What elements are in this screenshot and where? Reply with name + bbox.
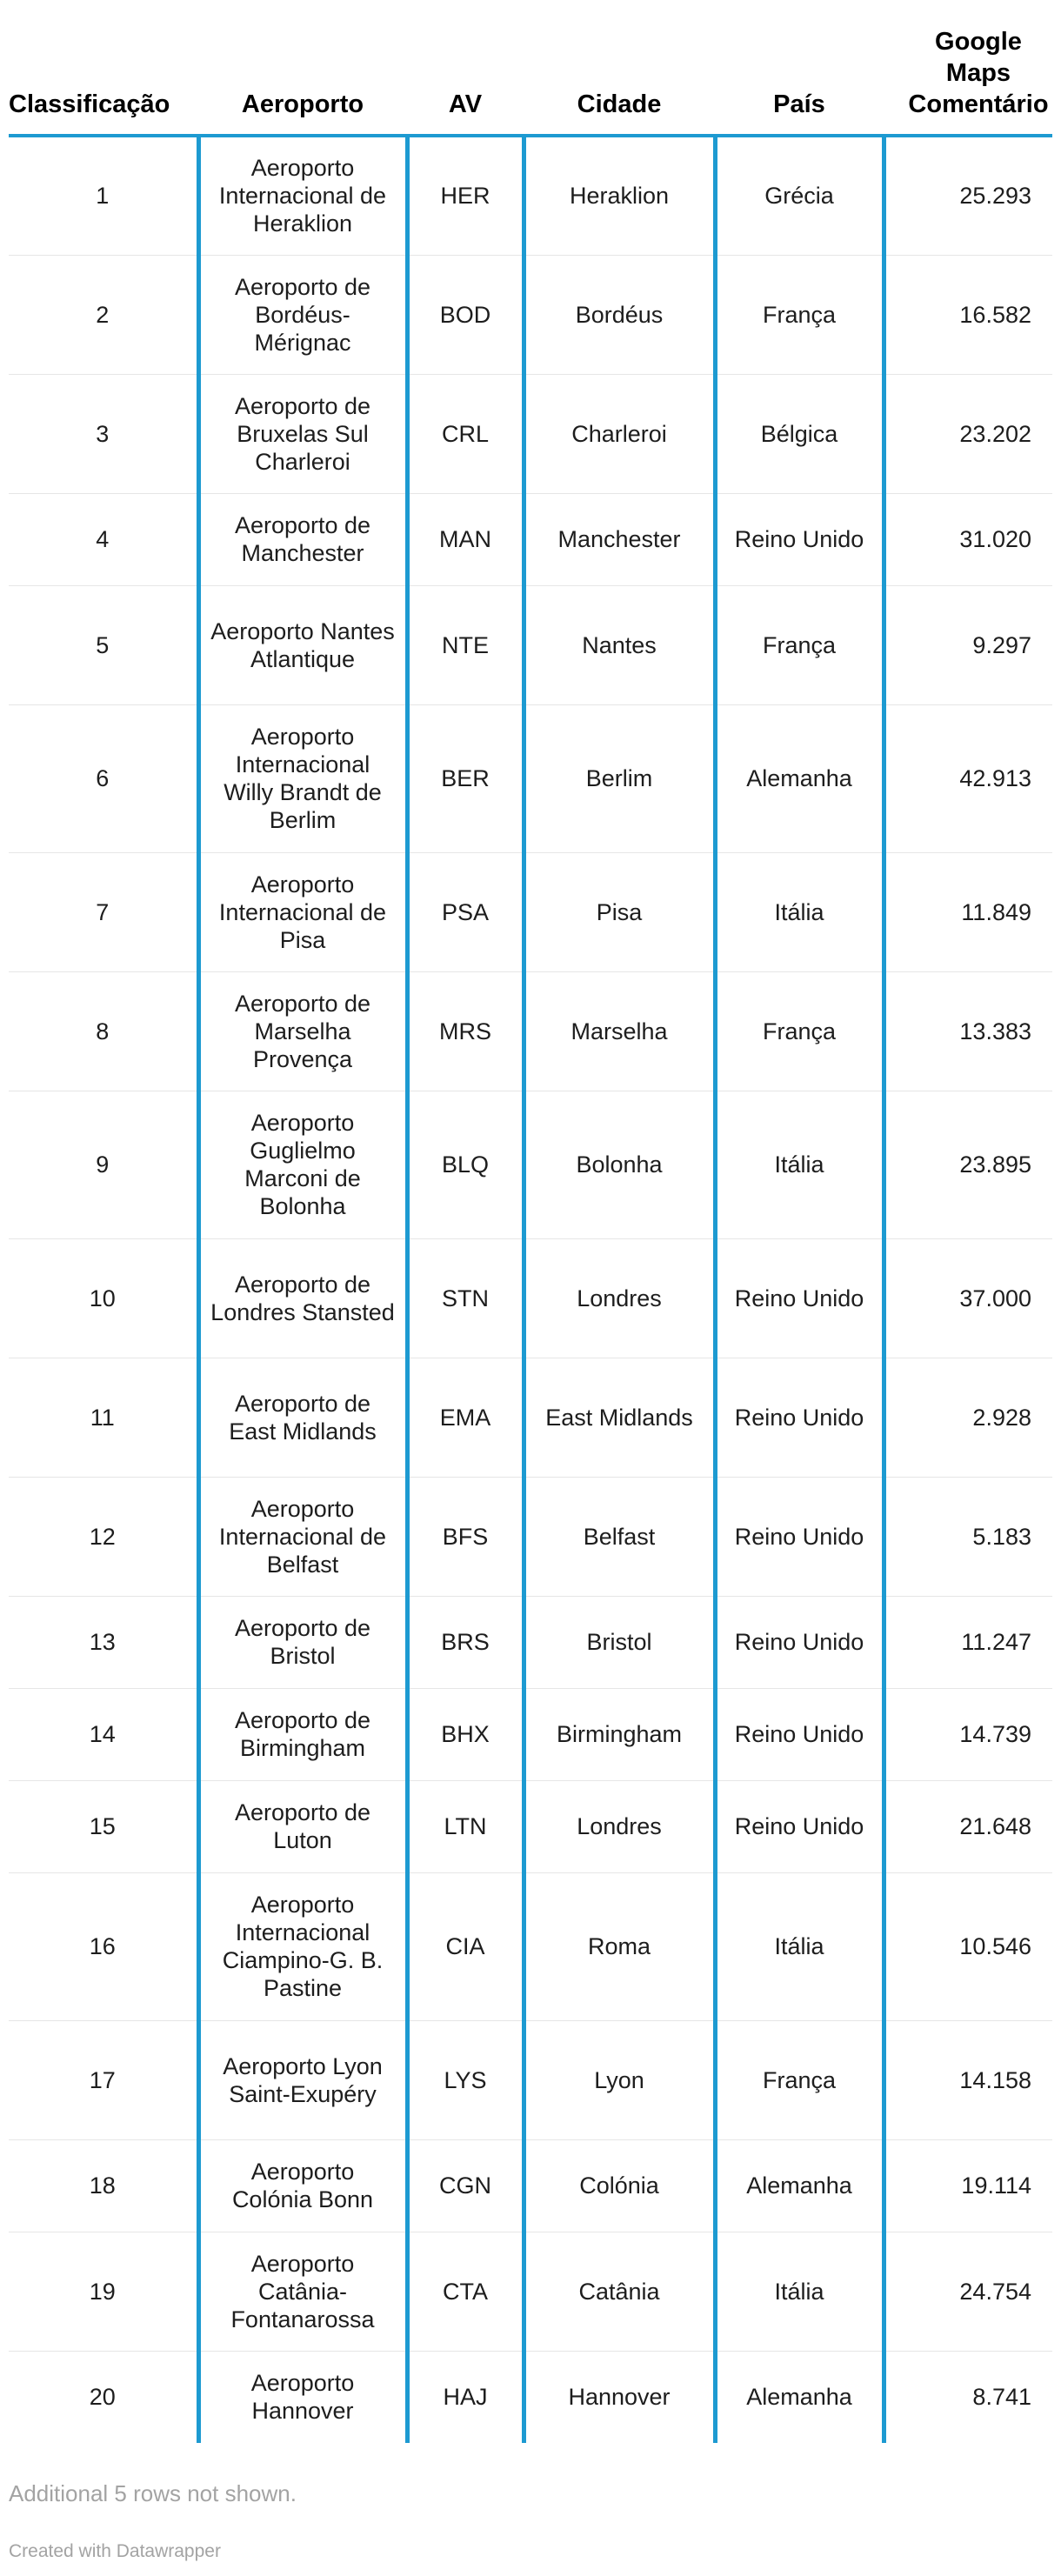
header-reviews: Google Maps Comentário xyxy=(884,26,1052,136)
cell-city: Pisa xyxy=(524,852,715,971)
cell-reviews: 16.582 xyxy=(884,255,1052,374)
cell-airport: Aeroporto Internacional de Pisa xyxy=(198,852,407,971)
cell-reviews: 24.754 xyxy=(884,2232,1052,2351)
cell-airport: Aeroporto de Londres Stansted xyxy=(198,1238,407,1358)
cell-city: Bordéus xyxy=(524,255,715,374)
header-rank: Classificação xyxy=(9,26,198,136)
cell-rank: 5 xyxy=(9,585,198,704)
cell-rank: 13 xyxy=(9,1596,198,1688)
cell-reviews: 11.849 xyxy=(884,852,1052,971)
table-row xyxy=(9,136,1052,255)
table-row xyxy=(9,1780,1052,1872)
cell-code: HER xyxy=(407,136,524,255)
cell-rank: 8 xyxy=(9,971,198,1091)
cell-reviews: 13.383 xyxy=(884,971,1052,1091)
cell-reviews: 42.913 xyxy=(884,704,1052,852)
cell-code: STN xyxy=(407,1238,524,1358)
table-row xyxy=(9,585,1052,704)
cell-country: Reino Unido xyxy=(715,1358,884,1477)
cell-country: Itália xyxy=(715,2232,884,2351)
cell-country: Alemanha xyxy=(715,2351,884,2443)
table-row xyxy=(9,1358,1052,1477)
cell-rank: 10 xyxy=(9,1238,198,1358)
cell-country: Alemanha xyxy=(715,2139,884,2232)
cell-reviews: 37.000 xyxy=(884,1238,1052,1358)
cell-airport: Aeroporto Internacional de Heraklion xyxy=(198,136,407,255)
header-country: País xyxy=(715,26,884,136)
cell-rank: 18 xyxy=(9,2139,198,2232)
table-row xyxy=(9,971,1052,1091)
cell-city: East Midlands xyxy=(524,1358,715,1477)
cell-airport: Aeroporto de Manchester xyxy=(198,493,407,585)
cell-code: PSA xyxy=(407,852,524,971)
cell-airport: Aeroporto de Luton xyxy=(198,1780,407,1872)
cell-airport: Aeroporto Colónia Bonn xyxy=(198,2139,407,2232)
header-city: Cidade xyxy=(524,26,715,136)
cell-code: NTE xyxy=(407,585,524,704)
cell-rank: 3 xyxy=(9,374,198,493)
cell-airport: Aeroporto Hannover xyxy=(198,2351,407,2443)
cell-city: Bolonha xyxy=(524,1091,715,1238)
table-row xyxy=(9,374,1052,493)
table-row xyxy=(9,2020,1052,2139)
table-row xyxy=(9,852,1052,971)
cell-code: LYS xyxy=(407,2020,524,2139)
cell-code: CRL xyxy=(407,374,524,493)
cell-airport: Aeroporto de Bristol xyxy=(198,1596,407,1688)
cell-airport: Aeroporto Internacional Ciampino-G. B. Pastine xyxy=(198,1872,407,2020)
table-row xyxy=(9,704,1052,852)
table-row xyxy=(9,1238,1052,1358)
cell-airport: Aeroporto de Bordéus-Mérignac xyxy=(198,255,407,374)
cell-code: BFS xyxy=(407,1477,524,1596)
cell-airport: Aeroporto Internacional de Belfast xyxy=(198,1477,407,1596)
table-row xyxy=(9,1872,1052,2020)
cell-code: BHX xyxy=(407,1688,524,1780)
cell-country: França xyxy=(715,2020,884,2139)
cell-rank: 15 xyxy=(9,1780,198,1872)
cell-airport: Aeroporto Nantes Atlantique xyxy=(198,585,407,704)
cell-code: EMA xyxy=(407,1358,524,1477)
cell-airport: Aeroporto Catânia-Fontanarossa xyxy=(198,2232,407,2351)
header-airport: Aeroporto xyxy=(198,26,407,136)
cell-city: Heraklion xyxy=(524,136,715,255)
cell-reviews: 10.546 xyxy=(884,1872,1052,2020)
airport-table-container xyxy=(9,26,1052,2443)
cell-country: Reino Unido xyxy=(715,1477,884,1596)
cell-city: Birmingham xyxy=(524,1688,715,1780)
cell-code: CTA xyxy=(407,2232,524,2351)
cell-code: BRS xyxy=(407,1596,524,1688)
cell-country: França xyxy=(715,971,884,1091)
cell-reviews: 14.158 xyxy=(884,2020,1052,2139)
table-row xyxy=(9,1091,1052,1238)
cell-city: Marselha xyxy=(524,971,715,1091)
cell-airport: Aeroporto Lyon Saint-Exupéry xyxy=(198,2020,407,2139)
table-footer-note: Additional 5 rows not shown. xyxy=(9,2480,297,2506)
cell-rank: 6 xyxy=(9,704,198,852)
cell-code: BER xyxy=(407,704,524,852)
cell-code: HAJ xyxy=(407,2351,524,2443)
cell-rank: 16 xyxy=(9,1872,198,2020)
table-header-row xyxy=(9,26,1052,136)
datawrapper-credit: Created with Datawrapper xyxy=(9,2541,221,2561)
cell-rank: 9 xyxy=(9,1091,198,1238)
cell-country: Itália xyxy=(715,1872,884,2020)
cell-country: Bélgica xyxy=(715,374,884,493)
cell-country: Reino Unido xyxy=(715,493,884,585)
table-row xyxy=(9,2139,1052,2232)
cell-rank: 12 xyxy=(9,1477,198,1596)
table-row xyxy=(9,1596,1052,1688)
cell-reviews: 31.020 xyxy=(884,493,1052,585)
cell-airport: Aeroporto de Marselha Provença xyxy=(198,971,407,1091)
cell-reviews: 14.739 xyxy=(884,1688,1052,1780)
cell-city: Roma xyxy=(524,1872,715,2020)
cell-rank: 20 xyxy=(89,2384,116,2411)
cell-country: Itália xyxy=(715,852,884,971)
table-row xyxy=(9,255,1052,374)
cell-rank: 11 xyxy=(9,1358,198,1477)
cell-rank: 7 xyxy=(9,852,198,971)
cell-city: Manchester xyxy=(524,493,715,585)
cell-reviews: 23.202 xyxy=(884,374,1052,493)
cell-city: Nantes xyxy=(524,585,715,704)
cell-airport: Aeroporto de Bruxelas Sul Charleroi xyxy=(198,374,407,493)
cell-rank: 1 xyxy=(9,136,198,255)
cell-rank: 4 xyxy=(9,493,198,585)
cell-city: Charleroi xyxy=(524,374,715,493)
cell-code: CIA xyxy=(407,1872,524,2020)
cell-reviews: 19.114 xyxy=(884,2139,1052,2232)
cell-airport: Aeroporto de East Midlands xyxy=(198,1358,407,1477)
table-row xyxy=(9,2351,1052,2443)
cell-country: Grécia xyxy=(715,136,884,255)
cell-country: Reino Unido xyxy=(715,1780,884,1872)
cell-reviews: 9.297 xyxy=(884,585,1052,704)
airport-ranking-table xyxy=(9,26,1052,2443)
cell-city: Bristol xyxy=(524,1596,715,1688)
cell-country: Reino Unido xyxy=(715,1688,884,1780)
cell-rank: 17 xyxy=(9,2020,198,2139)
cell-city: Catânia xyxy=(524,2232,715,2351)
cell-city: Colónia xyxy=(524,2139,715,2232)
cell-reviews: 21.648 xyxy=(884,1780,1052,1872)
cell-code: MRS xyxy=(407,971,524,1091)
table-row xyxy=(9,493,1052,585)
cell-airport: Aeroporto Guglielmo Marconi de Bolonha xyxy=(198,1091,407,1238)
cell-code: LTN xyxy=(407,1780,524,1872)
cell-rank: 2 xyxy=(9,255,198,374)
cell-code: BLQ xyxy=(407,1091,524,1238)
cell-country: Reino Unido xyxy=(715,1596,884,1688)
cell-country: Alemanha xyxy=(715,704,884,852)
cell-reviews: 11.247 xyxy=(884,1596,1052,1688)
cell-rank: 14 xyxy=(9,1688,198,1780)
cell-city: Londres xyxy=(524,1238,715,1358)
header-code: AV xyxy=(407,26,524,136)
cell-reviews: 25.293 xyxy=(884,136,1052,255)
cell-city: Lyon xyxy=(524,2020,715,2139)
cell-country: França xyxy=(715,585,884,704)
cell-city: Berlim xyxy=(524,704,715,852)
cell-airport: Aeroporto Internacional Willy Brandt de Berlim xyxy=(198,704,407,852)
cell-city: Londres xyxy=(524,1780,715,1872)
cell-reviews: 2.928 xyxy=(884,1358,1052,1477)
cell-reviews: 23.895 xyxy=(884,1091,1052,1238)
cell-code: BOD xyxy=(407,255,524,374)
cell-city: Hannover xyxy=(524,2351,715,2443)
cell-rank: 19 xyxy=(9,2232,198,2351)
cell-reviews: 8.741 xyxy=(884,2351,1052,2443)
table-row xyxy=(9,1477,1052,1596)
cell-country: Itália xyxy=(715,1091,884,1238)
cell-airport: Aeroporto de Birmingham xyxy=(198,1688,407,1780)
cell-city: Belfast xyxy=(524,1477,715,1596)
cell-code: CGN xyxy=(407,2139,524,2232)
cell-reviews: 5.183 xyxy=(884,1477,1052,1596)
cell-code: MAN xyxy=(407,493,524,585)
cell-country: França xyxy=(715,255,884,374)
table-row xyxy=(9,2232,1052,2351)
cell-country: Reino Unido xyxy=(715,1238,884,1358)
table-row xyxy=(9,1688,1052,1780)
